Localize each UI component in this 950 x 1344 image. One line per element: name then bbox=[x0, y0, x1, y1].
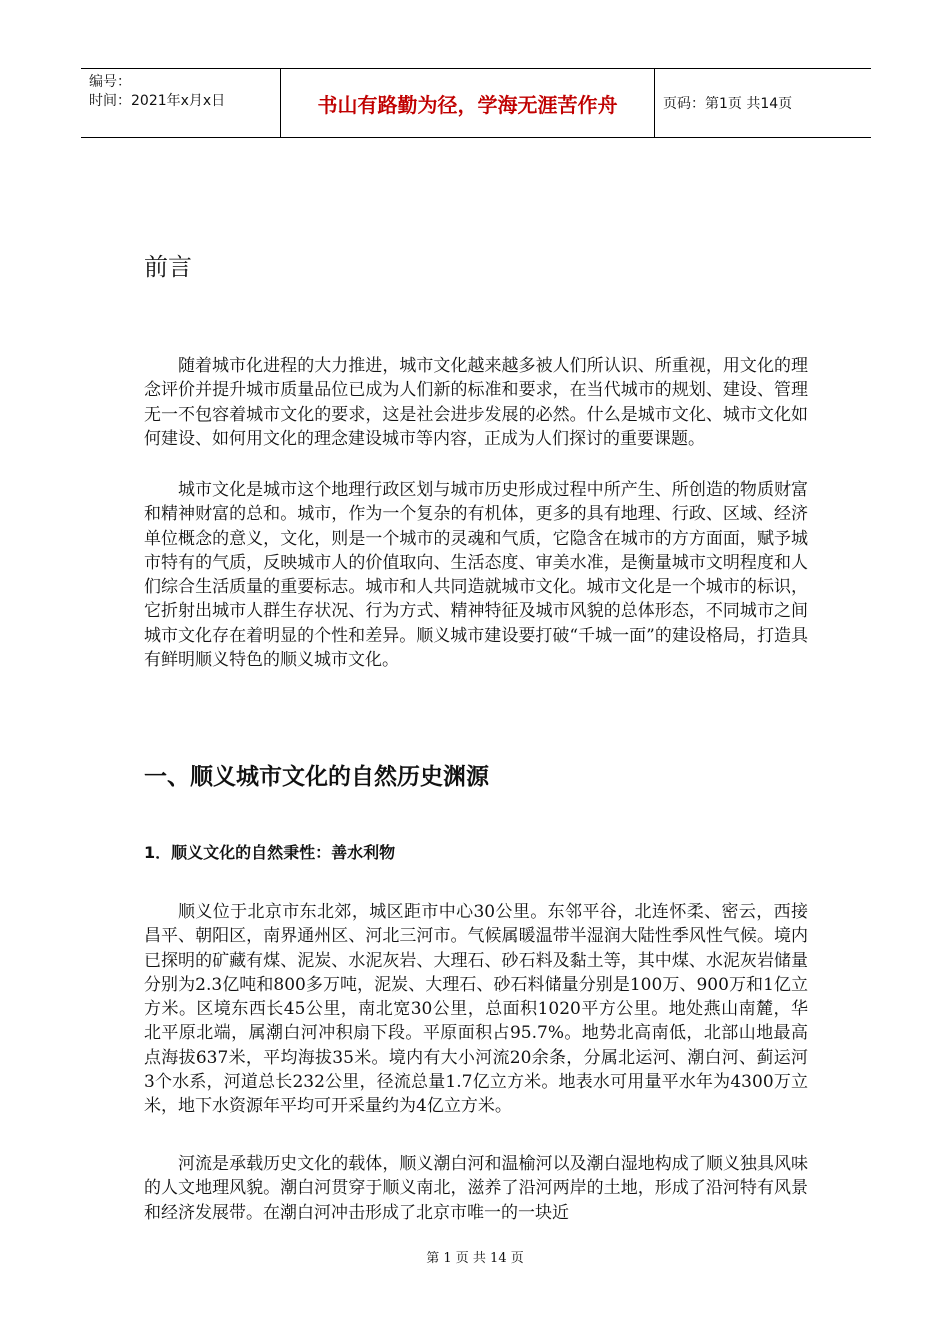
document-header bbox=[81, 68, 871, 138]
header-motto: 书山有路勤为径，学海无涯苦作舟 bbox=[281, 69, 655, 137]
date-label: 时间：2021年x月x日 bbox=[89, 93, 226, 109]
section-heading: 一、顺义城市文化的自然历史渊源 bbox=[144, 764, 489, 790]
preface-paragraph-1: 随着城市化进程的大力推进，城市文化越来越多被人们所认识、所重视，用文化的理念评价并提升城市质量品位已成为人们新的标准和要求，在当代城市的规划、建设、管理无一不包容着城市文化的要求，这是社会进步发展的必然。什么是城市文化、城市文化如何建设、如何用文化的理念建设城市等内容，正成为人们探讨的重要课题。 bbox=[144, 356, 808, 449]
subsection-heading: 1．顺义文化的自然秉性：善水利物 bbox=[144, 843, 396, 862]
header-page-code: 页码：第1页 共14页 bbox=[663, 96, 793, 112]
preface-title: 前言 bbox=[144, 253, 192, 281]
body-paragraph-1: 顺义位于北京市东北郊，城区距市中心30公里。东邻平谷，北连怀柔、密云，西接昌平、朝阳区，南界通州区、河北三河市。气候属暖温带半湿润大陆性季风性气候。境内已探明的矿藏有煤、泥炭、水泥灰岩、大理石、砂石料及黏土等，其中煤、水泥灰岩储量分别为2.3亿吨和800多万吨，泥炭、大理石、砂石料储量分别是100万、900万和1亿立方米。区境东西长45公里，南北宽30公里，总面积1020平方公里。地处燕山南麓，华北平原北端，属潮白河冲积扇下段。平原面积占95.7%。地势北高南低，北部山地最高点海拔637米，平均海拔35米。境内有大小河流20余条，分属北运河、潮白河、蓟运河3个水系，河道总长232公里，径流总量1.7亿立方米。地表水可用量平水年为4300万立米，地下水资源年平均可开采量约为4亿立方米。 bbox=[144, 902, 808, 1117]
serial-label: 编号： bbox=[89, 74, 131, 90]
body-paragraph-2: 河流是承载历史文化的载体，顺义潮白河和温榆河以及潮白湿地构成了顺义独具风味的人文地理风貌。潮白河贯穿于顺义南北，滋养了沿河两岸的土地，形成了沿河特有风景和经济发展带。在潮白河冲击形成了北京市唯一的一块近 bbox=[144, 1154, 808, 1223]
preface-paragraph-2: 城市文化是城市这个地理行政区划与城市历史形成过程中所产生、所创造的物质财富和精神财富的总和。城市，作为一个复杂的有机体，更多的具有地理、行政、区域、经济单位概念的意义，文化，则是一个城市的灵魂和气质，它隐含在城市的方方面面，赋予城市特有的气质，反映城市人的价值取向、生活态度、审美水准，是衡量城市文明程度和人们综合生活质量的重要标志。城市和人共同造就城市文化。城市文化是一个城市的标识，它折射出城市人群生存状况、行为方式、精神特征及城市风貌的总体形态，不同城市之间城市文化存在着明显的个性和差异。顺义城市建设要打破“千城一面”的建设格局，打造具有鲜明顺义特色的顺义城市文化。 bbox=[144, 480, 808, 671]
page-footer: 第 1 页 共 14 页 bbox=[426, 1251, 524, 1266]
header-meta bbox=[81, 69, 281, 137]
